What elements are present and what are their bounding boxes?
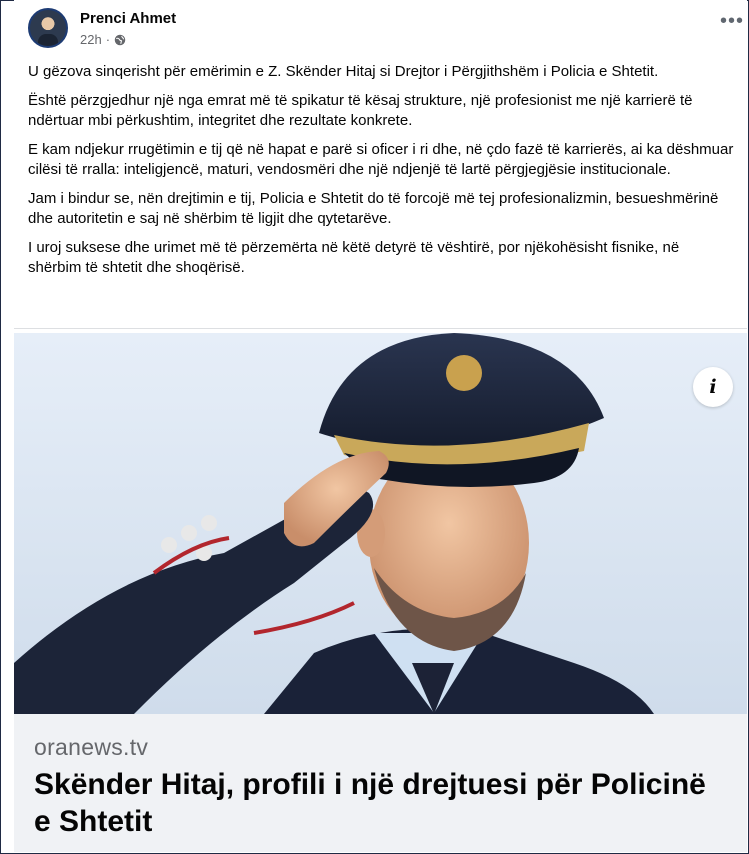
link-domain: oranews.tv	[34, 734, 149, 760]
post-paragraph: E kam ndjekur rrugëtimin e tij që në hapat e parë si oficer i ri dhe, në çdo fazë të karrierës, ai ka dëshmuar cilësi të rralla: inteligjencë, maturi, vendosmëri dhe një ndjenjë të lartë përgjegjësie institucionale.	[28, 141, 734, 178]
post-time[interactable]: 22h	[80, 32, 102, 47]
author-name[interactable]: Prenci Ahmet	[80, 10, 177, 27]
post-paragraph: Është përzgjedhur një nga emrat më të spikatur të kësaj strukture, një profesionist me një karrierë të ndërtuar mbi përkushtim, integritet dhe rezultate konkrete.	[28, 92, 693, 129]
saluting-officer-photo	[14, 333, 747, 714]
globe-icon[interactable]	[114, 34, 126, 46]
more-options-icon[interactable]: •••	[719, 10, 744, 32]
post-paragraph: Jam i bindur se, nën drejtimin e tij, Policia e Shtetit do të forcojë më tej profesionalizmin, besueshmërinë dhe autoritetin e saj në shërbim të ligjit dhe qytetarëve.	[28, 190, 719, 227]
post-paragraph: U gëzova sinqerisht për emërimin e Z. Skënder Hitaj si Drejtor i Përgjithshëm i Policia e Shtetit.	[28, 63, 659, 80]
link-preview-caption[interactable]	[14, 714, 747, 852]
link-preview-image[interactable]	[14, 333, 747, 714]
facebook-post	[14, 0, 747, 852]
post-header	[28, 8, 748, 54]
post-paragraph: I uroj suksese dhe urimet më të përzemërta në këtë detyrë të vështirë, por njëkohësisht fisnike, në shërbim të shtetit dhe shoqërisë.	[28, 239, 680, 276]
separator-dot: ·	[105, 32, 111, 47]
post-meta	[80, 32, 126, 47]
info-icon[interactable]: i	[693, 367, 733, 407]
post-text	[28, 62, 736, 287]
link-headline[interactable]: Skënder Hitaj, profili i një drejtuesi për Policinë e Shtetit	[34, 768, 706, 838]
divider	[14, 328, 747, 329]
author-avatar[interactable]	[28, 8, 68, 48]
